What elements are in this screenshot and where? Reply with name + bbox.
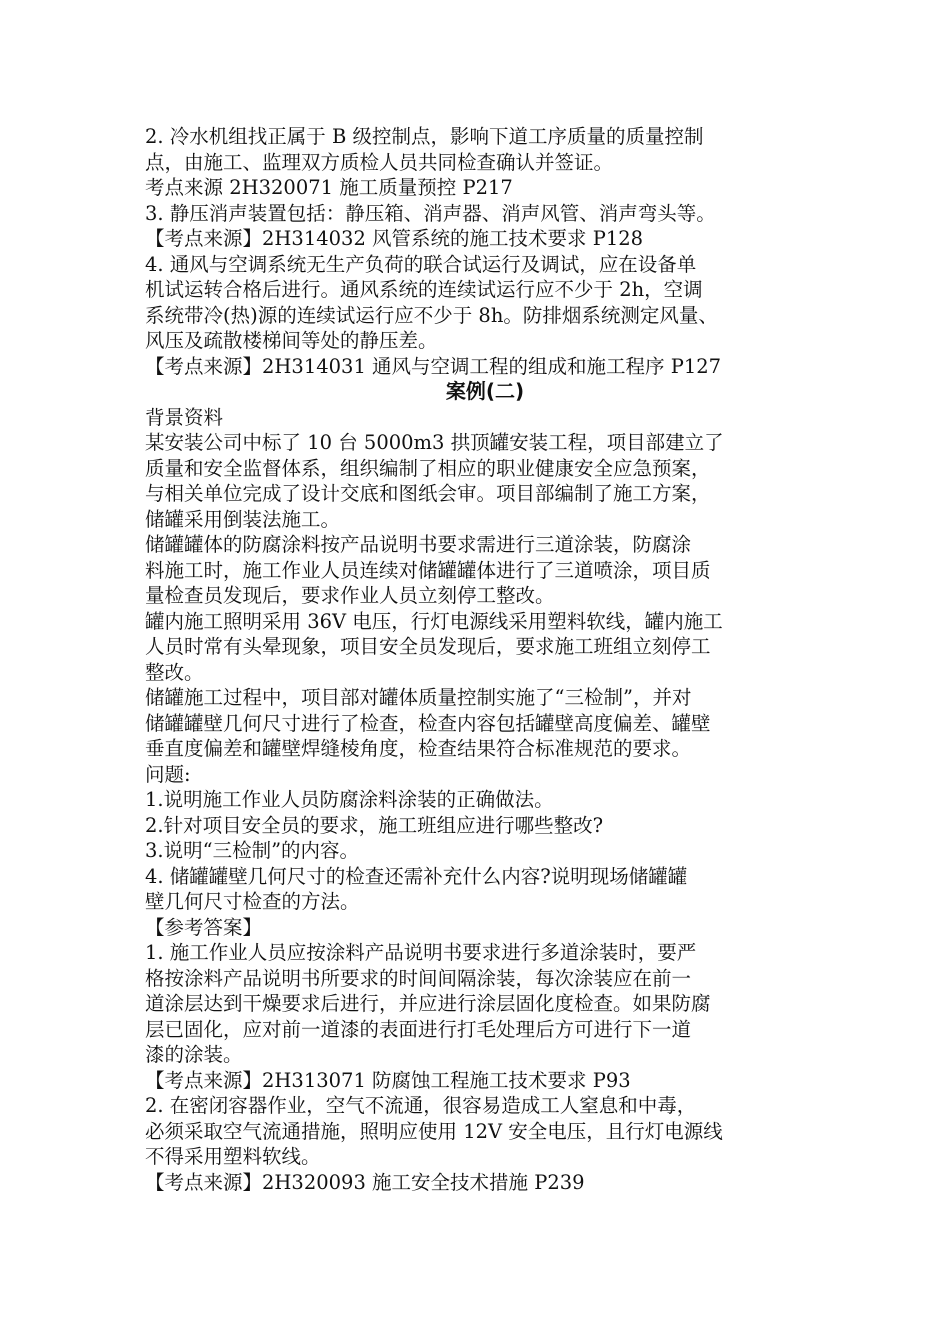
text-line: 垂直度偏差和罐壁焊缝棱角度，检查结果符合标准规范的要求。 [145, 737, 692, 760]
text-line: 【考点来源】2H314031 通风与空调工程的组成和施工程序 P127 [145, 354, 722, 378]
text-line: 储罐施工过程中，项目部对罐体质量控制实施了“三检制”，并对 [145, 686, 692, 709]
text-line: 量检查员发现后，要求作业人员立刻停工整改。 [145, 584, 555, 607]
text-line: 整改。 [145, 660, 204, 684]
text-line: 储罐采用倒装法施工。 [145, 507, 341, 531]
text-line: 考点来源 2H320071 施工质量预控 P217 [145, 176, 513, 199]
text-line: 不得采用塑料软线。 [145, 1145, 321, 1168]
text-line: 储罐罐壁几何尺寸进行了检查，检查内容包括罐壁高度偏差、罐壁 [145, 711, 711, 735]
case-two-section [145, 405, 825, 1196]
text-line: 问题: [145, 762, 191, 786]
text-line: 2.针对项目安全员的要求，施工班组应进行哪些整改? [145, 813, 604, 837]
text-line: 质量和安全监督体系，组织编制了相应的职业健康安全应急预案， [145, 456, 711, 480]
text-line: 层已固化，应对前一道漆的表面进行打毛处理后方可进行下一道 [145, 1017, 692, 1041]
text-line: 漆的涂装。 [145, 1043, 243, 1066]
text-line: 2. 冷水机组找正属于 B 级控制点，影响下道工序质量的质量控制 [145, 125, 704, 148]
text-line: 4. 储罐罐壁几何尺寸的检查还需补充什么内容?说明现场储罐罐 [145, 864, 688, 888]
text-line: 点，由施工、监理双方质检人员共同检查确认并签证。 [145, 150, 614, 174]
text-line: 1.说明施工作业人员防腐涂料涂装的正确做法。 [145, 788, 554, 811]
text-line: 3.说明“三检制”的内容。 [145, 839, 360, 862]
text-line: 【考点来源】2H320093 施工安全技术措施 P239 [145, 1170, 585, 1194]
case-title: 案例(二) [445, 379, 525, 403]
text-line: 【考点来源】2H314032 风管系统的施工技术要求 P128 [145, 227, 644, 250]
text-line: 料施工时，施工作业人员连续对储罐罐体进行了三道喷涂，项目质 [145, 558, 711, 582]
text-line: 4. 通风与空调系统无生产负荷的联合试运行及调试，应在设备单 [145, 252, 697, 276]
text-line: 机试运转合格后进行。通风系统的连续试运行应不少于 2h，空调 [145, 278, 703, 301]
text-line: 1. 施工作业人员应按涂料产品说明书要求进行多道涂装时，要严 [145, 941, 697, 964]
text-line: 某安装公司中标了 10 台 5000m3 拱顶罐安装工程，项目部建立了 [145, 431, 724, 454]
text-line: 必须采取空气流通措施，照明应使用 12V 安全电压，且行灯电源线 [145, 1119, 723, 1143]
text-line: 2. 在密闭容器作业，空气不流通，很容易造成工人窒息和中毒， [145, 1094, 697, 1117]
text-line: 背景资料 [145, 405, 224, 429]
text-line: 人员时常有头晕现象，项目安全员发现后，要求施工班组立刻停工 [145, 635, 711, 658]
text-line: 【参考答案】 [145, 915, 263, 939]
text-line: 罐内施工照明采用 36V 电压，行灯电源线采用塑料软线，罐内施工 [145, 609, 723, 633]
text-line: 【考点来源】2H313071 防腐蚀工程施工技术要求 P93 [145, 1068, 631, 1092]
answer-section-case-one [145, 124, 825, 379]
text-line: 储罐罐体的防腐涂料按产品说明书要求需进行三道涂装，防腐涂 [145, 533, 692, 556]
text-line: 壁几何尺寸检查的方法。 [145, 890, 360, 913]
text-line: 与相关单位完成了设计交底和图纸会审。项目部编制了施工方案， [145, 482, 711, 505]
text-line: 3. 静压消声装置包括：静压箱、消声器、消声风管、消声弯头等。 [145, 201, 716, 225]
text-line: 风压及疏散楼梯间等处的静压差。 [145, 329, 438, 352]
document-page [145, 124, 825, 1195]
text-line: 道涂层达到干燥要求后进行，并应进行涂层固化度检查。如果防腐 [145, 992, 711, 1015]
text-line: 格按涂料产品说明书所要求的时间间隔涂装，每次涂装应在前一 [145, 966, 692, 990]
text-line: 系统带冷(热)源的连续试运行应不少于 8h。防排烟系统测定风量、 [145, 303, 718, 327]
